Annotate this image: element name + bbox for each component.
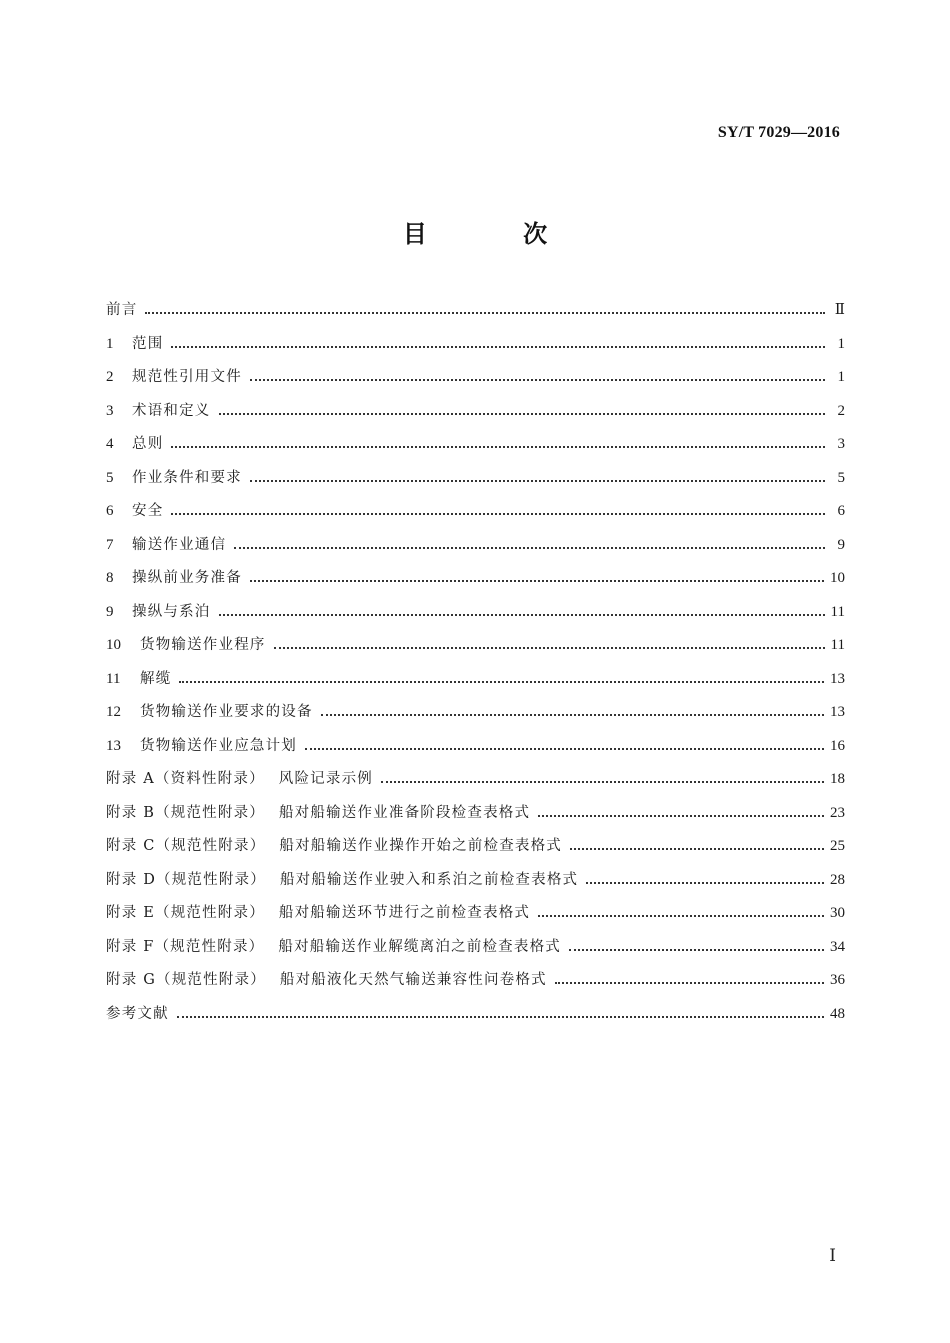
toc-leader-dots — [234, 547, 825, 549]
toc-annex-prefix: 附录 G（规范性附录） — [106, 972, 266, 988]
toc-label: 前言 — [106, 302, 138, 318]
toc-entry-preface[interactable] — [106, 296, 845, 330]
toc-page-number: 3 — [837, 436, 845, 452]
toc-leader-dots — [171, 513, 825, 515]
toc-entry-annex-e[interactable] — [106, 899, 845, 933]
toc-entry-annex-b[interactable] — [106, 799, 845, 833]
toc-entry-5[interactable] — [106, 464, 845, 498]
toc-label: 术语和定义 — [132, 402, 211, 419]
toc-leader-dots — [250, 580, 824, 582]
toc-page-number: 5 — [837, 469, 845, 486]
toc-entry-annex-d[interactable] — [106, 866, 845, 900]
toc-leader-dots — [586, 882, 824, 884]
toc-leader-dots — [569, 949, 824, 951]
toc-label: 货物输送作业应急计划 — [140, 737, 297, 754]
toc-label: 船对船液化天然气输送兼容性问卷格式 — [279, 972, 547, 988]
toc-page-number: 6 — [837, 503, 845, 519]
toc-entry-8[interactable] — [106, 564, 845, 598]
toc-label: 船对船输送作业操作开始之前检查表格式 — [279, 838, 563, 854]
toc-label: 风险记录示例 — [278, 771, 373, 787]
toc-entry-9[interactable] — [106, 598, 845, 632]
toc-leader-dots — [305, 748, 824, 750]
toc-label: 总则 — [132, 436, 164, 452]
toc-section-number: 1 — [106, 335, 114, 352]
toc-label: 操纵与系泊 — [132, 603, 211, 620]
toc-page-number: 18 — [830, 771, 845, 787]
toc-label: 安全 — [132, 503, 164, 519]
toc-section-number: 11 — [106, 670, 121, 687]
toc-leader-dots — [321, 714, 824, 716]
toc-page-number: 2 — [837, 402, 845, 419]
toc-leader-dots — [171, 446, 825, 448]
toc-leader-dots — [219, 413, 826, 415]
toc-label: 船对船输送环节进行之前检查表格式 — [278, 905, 531, 921]
toc-entry-3[interactable] — [106, 397, 845, 431]
toc-label: 参考文献 — [106, 1005, 169, 1022]
toc-page-number: 1 — [837, 369, 845, 385]
toc-entry-annex-a[interactable] — [106, 765, 845, 799]
toc-annex-prefix: 附录 B（规范性附录） — [106, 804, 265, 821]
page-title: 目 次 — [402, 219, 592, 248]
toc-leader-dots — [145, 312, 825, 314]
toc-label: 船对船输送作业解缆离泊之前检查表格式 — [278, 938, 561, 955]
toc-leader-dots — [570, 848, 824, 850]
toc-section-number: 10 — [106, 637, 121, 653]
toc-page-number: 16 — [830, 737, 845, 754]
toc-page-number: 1 — [837, 335, 845, 352]
toc-leader-dots — [177, 1016, 824, 1018]
toc-leader-dots — [179, 681, 824, 683]
toc-page-number: 34 — [830, 938, 845, 955]
toc-page-number: 13 — [830, 670, 845, 687]
toc-label: 输送作业通信 — [132, 536, 227, 553]
toc-entry-7[interactable] — [106, 531, 845, 565]
toc-entry-2[interactable] — [106, 363, 845, 397]
toc-section-number: 6 — [106, 503, 114, 519]
toc-label: 船对船输送作业准备阶段检查表格式 — [278, 804, 531, 821]
toc-section-number: 2 — [106, 369, 114, 385]
toc-leader-dots — [538, 815, 824, 817]
toc-page-number: Ⅱ — [834, 302, 845, 318]
toc-entry-11[interactable] — [106, 665, 845, 699]
toc-page-number: 28 — [830, 871, 845, 888]
toc-section-number: 3 — [106, 402, 114, 419]
toc-page-number: 25 — [830, 838, 845, 854]
toc-section-number: 13 — [106, 737, 121, 754]
toc-label: 船对船输送作业驶入和系泊之前检查表格式 — [279, 871, 579, 888]
table-of-contents — [106, 296, 845, 1033]
toc-annex-prefix: 附录 E（规范性附录） — [106, 905, 265, 921]
toc-page-number: 36 — [830, 972, 845, 988]
toc-leader-dots — [538, 915, 824, 917]
toc-annex-prefix: 附录 D（规范性附录） — [106, 871, 266, 888]
toc-page-number: 11 — [830, 603, 845, 620]
toc-leader-dots — [274, 647, 825, 649]
toc-label: 范围 — [132, 335, 164, 352]
toc-entry-12[interactable] — [106, 698, 845, 732]
toc-leader-dots — [381, 781, 824, 783]
toc-annex-prefix: 附录 A（资料性附录） — [106, 771, 265, 787]
toc-label: 货物输送作业程序 — [140, 637, 266, 653]
toc-label: 货物输送作业要求的设备 — [140, 704, 313, 720]
page-footer-number: Ⅰ — [829, 1246, 836, 1265]
toc-page-number: 11 — [830, 637, 845, 653]
toc-entry-annex-c[interactable] — [106, 832, 845, 866]
toc-entry-1[interactable] — [106, 330, 845, 364]
toc-leader-dots — [250, 379, 825, 381]
toc-leader-dots — [555, 982, 824, 984]
toc-page-number: 30 — [830, 905, 845, 921]
toc-page-number: 48 — [830, 1005, 845, 1022]
toc-leader-dots — [171, 346, 825, 348]
toc-entry-4[interactable] — [106, 430, 845, 464]
toc-label: 规范性引用文件 — [132, 369, 242, 385]
toc-label: 作业条件和要求 — [132, 469, 242, 486]
toc-page-number: 9 — [837, 536, 845, 553]
toc-leader-dots — [250, 480, 825, 482]
toc-page-number: 10 — [830, 570, 845, 586]
toc-leader-dots — [219, 614, 825, 616]
toc-entry-10[interactable] — [106, 631, 845, 665]
standard-code: SY/T 7029—2016 — [717, 124, 840, 141]
toc-entry-references[interactable] — [106, 1000, 845, 1034]
toc-page-number: 23 — [830, 804, 845, 821]
toc-label: 操纵前业务准备 — [132, 570, 242, 586]
toc-section-number: 4 — [106, 436, 114, 452]
toc-section-number: 12 — [106, 704, 121, 720]
toc-section-number: 5 — [106, 469, 114, 486]
toc-entry-annex-g[interactable] — [106, 966, 845, 1000]
toc-entry-annex-f[interactable] — [106, 933, 845, 967]
toc-entry-6[interactable] — [106, 497, 845, 531]
toc-section-number: 7 — [106, 536, 114, 553]
toc-label: 解缆 — [140, 670, 172, 687]
toc-entry-13[interactable] — [106, 732, 845, 766]
toc-page-number: 13 — [830, 704, 845, 720]
toc-section-number: 8 — [106, 570, 114, 586]
toc-annex-prefix: 附录 F（规范性附录） — [106, 938, 265, 955]
toc-section-number: 9 — [106, 603, 114, 620]
toc-annex-prefix: 附录 C（规范性附录） — [106, 838, 266, 854]
